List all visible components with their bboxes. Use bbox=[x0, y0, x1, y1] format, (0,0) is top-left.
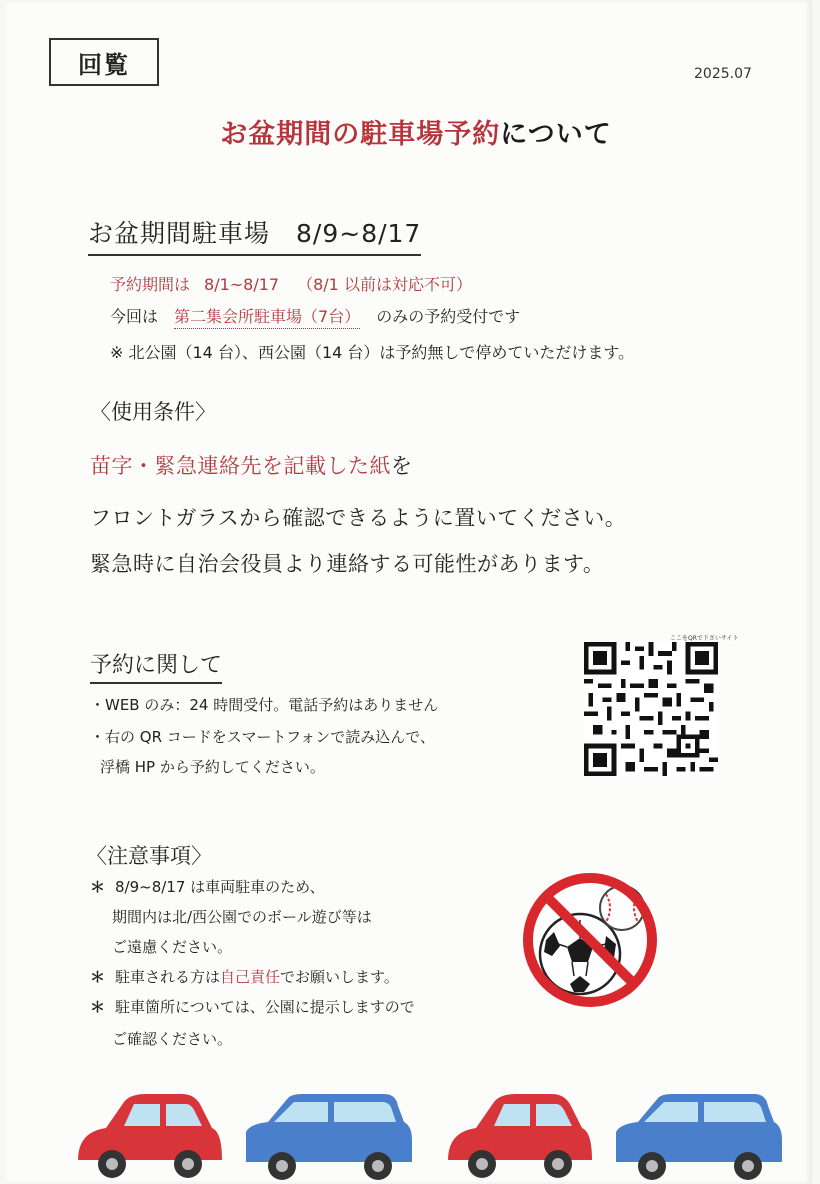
parks-note: ※ 北公園（14 台）、西公園（14 台）は予約無しで停めていただけます。 bbox=[110, 343, 635, 362]
red-car-icon bbox=[78, 1094, 222, 1178]
notice-2-pre: 駐車される方は bbox=[115, 968, 221, 986]
reservation-heading: 予約に関して bbox=[90, 648, 222, 684]
reservation-item-2: ・右の QR コードをスマートフォンで読み込んで、 bbox=[90, 728, 435, 746]
blue-car-icon bbox=[616, 1094, 782, 1180]
blue-car-icon bbox=[246, 1094, 412, 1180]
condition-line-3: 緊急時に自治会役員より連絡する可能性があります。 bbox=[90, 552, 605, 576]
page-title bbox=[6, 112, 820, 151]
reserve-period-line bbox=[110, 272, 472, 295]
conditions-heading: 〈使用条件〉 bbox=[90, 400, 216, 424]
cars-illustration bbox=[6, 1080, 820, 1184]
reservation-item-3: 浮橋 HP から予約してください。 bbox=[100, 758, 325, 776]
circulation-label: 回覧 bbox=[49, 38, 159, 86]
red-car-icon bbox=[448, 1094, 592, 1178]
notice-1-text: 8/9~8/17 は車両駐車のため、 bbox=[115, 878, 325, 896]
no-ball-games-icon bbox=[514, 864, 670, 1012]
condition-line-1 bbox=[90, 450, 413, 480]
period-dates: 8/9~8/17 bbox=[296, 219, 422, 248]
issue-date: 2025.07 bbox=[694, 66, 752, 82]
asterisk-icon: ＊ bbox=[90, 968, 106, 986]
reserve-dates: 8/1~8/17 bbox=[204, 275, 280, 294]
notices-heading: 〈注意事項〉 bbox=[86, 844, 212, 868]
title-part3: について bbox=[500, 119, 612, 150]
notice-2-post: でお願いします。 bbox=[280, 968, 399, 986]
condition-line-1-rest: を bbox=[391, 454, 413, 478]
notice-3-cont: ご確認ください。 bbox=[112, 1030, 233, 1048]
qr-caption: ここをQRで下さいサイト bbox=[670, 635, 739, 642]
period-heading-label: お盆期間駐車場 bbox=[88, 219, 271, 248]
reservation-item-1: ・WEB のみ：24 時間受付。電話予約はありません bbox=[90, 696, 439, 714]
notice-3 bbox=[90, 996, 415, 1017]
asterisk-icon: ＊ bbox=[90, 998, 106, 1016]
notice-paper bbox=[6, 0, 812, 1184]
notice-2-red: 自己責任 bbox=[220, 968, 281, 986]
reserve-note: （8/1 以前は対応不可） bbox=[297, 275, 472, 294]
qr-code[interactable] bbox=[584, 642, 718, 776]
only-prefix: 今回は bbox=[110, 307, 159, 326]
period-heading bbox=[88, 214, 421, 256]
condition-line-1-red: 苗字・緊急連絡先を記載した紙 bbox=[90, 454, 391, 478]
notice-1-cont: 期間内は北/西公園でのボール遊び等は bbox=[112, 908, 372, 926]
title-part1: お盆期間の bbox=[220, 119, 361, 150]
title-part2: 駐車場予約 bbox=[360, 119, 501, 150]
only-suffix: のみの予約受付です bbox=[376, 307, 521, 326]
notice-1 bbox=[90, 876, 325, 897]
notice-2 bbox=[90, 966, 399, 987]
condition-line-2: フロントガラスから確認できるように置いてください。 bbox=[90, 506, 627, 530]
notice-1-cont2: ご遠慮ください。 bbox=[112, 938, 233, 956]
notice-3-text: 駐車箇所については、公園に提示しますので bbox=[115, 998, 415, 1016]
reserve-label: 予約期間は bbox=[110, 275, 191, 294]
only-lot-line bbox=[110, 304, 520, 327]
asterisk-icon: ＊ bbox=[90, 878, 106, 896]
only-lot: 第二集会所駐車場（7台） bbox=[174, 307, 360, 329]
